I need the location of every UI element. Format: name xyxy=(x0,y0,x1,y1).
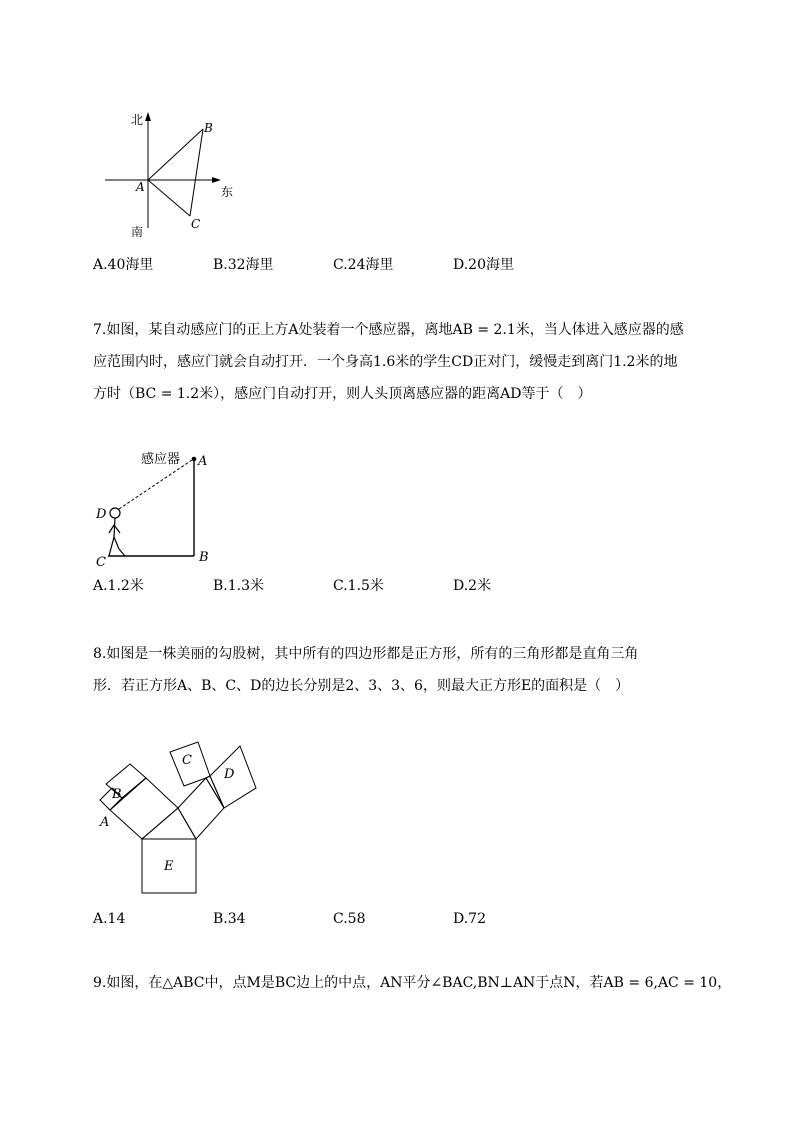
q6-south-label: 南 xyxy=(131,225,144,239)
q7-point-c-label: C xyxy=(96,555,106,570)
q6-point-a-label: A xyxy=(136,180,145,194)
q7-sensor-point xyxy=(192,457,197,462)
q8-label-c: C xyxy=(182,753,192,768)
q6-segment-ab xyxy=(148,129,203,180)
q8-label-d: D xyxy=(224,767,235,782)
q7-option-d[interactable]: D.2米 xyxy=(453,578,492,594)
q6-point-b-label: B xyxy=(204,121,213,135)
q7-option-a[interactable]: A.1.2米 xyxy=(93,578,144,594)
q8-option-a[interactable]: A.14 xyxy=(93,911,126,927)
q7-sensor-label: 感应器 xyxy=(141,452,181,467)
q7-sensor-figure xyxy=(92,445,222,571)
q6-east-arrow-icon xyxy=(212,177,221,183)
q7-student-icon xyxy=(109,508,125,556)
q6-north-label: 北 xyxy=(131,113,144,127)
q6-east-label: 东 xyxy=(221,185,234,199)
q7-point-d-label: D xyxy=(96,507,107,522)
q8-text-line-2: 形．若正方形A、B、C、D的边长分别是2、3、3、6，则最大正方形E的面积是（ ） xyxy=(93,678,630,694)
q9-text-line-1: 9.如图，在△ABC中，点M是BC边上的中点，AN平分∠BAC,BN⊥AN于点N，若AB = 6,AC = 10， xyxy=(93,975,732,991)
q6-option-d[interactable]: D.20海里 xyxy=(453,257,514,273)
q6-option-c[interactable]: C.24海里 xyxy=(333,257,394,273)
q8-triangle-e xyxy=(142,808,196,839)
q8-pythagoras-tree-figure xyxy=(90,738,270,898)
q8-option-c[interactable]: C.58 xyxy=(333,911,366,927)
q8-label-e: E xyxy=(164,859,174,874)
q7-option-c[interactable]: C.1.5米 xyxy=(333,578,384,594)
q8-option-d[interactable]: D.72 xyxy=(453,911,486,927)
q8-label-b: B xyxy=(112,787,122,802)
q6-segment-bc xyxy=(190,129,203,216)
q8-text-line-1: 8.如图是一株美丽的勾股树，其中所有的四边形都是正方形，所有的三角形都是直角三角 xyxy=(93,646,639,662)
q7-text-line-2: 应范围内时，感应门就会自动打开．一个身高1.6米的学生CD正对门，缓慢走到离门1.2米的地 xyxy=(93,354,678,370)
q8-option-b[interactable]: B.34 xyxy=(213,911,246,927)
q7-text-line-3: 方时（BC = 1.2米），感应门自动打开，则人头顶离感应器的距离AD等于（ ） xyxy=(93,386,592,402)
q8-triangle-right xyxy=(206,776,224,808)
q6-north-arrow-icon xyxy=(145,112,151,121)
q7-point-a-label: A xyxy=(198,454,208,469)
q6-point-c-label: C xyxy=(191,217,201,231)
q7-option-b[interactable]: B.1.3米 xyxy=(213,578,265,594)
q8-square-right xyxy=(178,778,224,839)
q8-label-a: A xyxy=(100,815,110,830)
q6-option-b[interactable]: B.32海里 xyxy=(213,257,274,273)
q7-dashed-segment-da xyxy=(119,460,192,509)
q6-option-a[interactable]: A.40海里 xyxy=(93,257,154,273)
q6-compass-figure xyxy=(95,108,245,240)
q7-text-line-1: 7.如图，某自动感应门的正上方A处装着一个感应器，离地AB = 2.1米，当人体进入感应器的感 xyxy=(93,322,684,338)
q7-point-b-label: B xyxy=(199,550,209,565)
q6-segment-ac xyxy=(148,180,190,216)
